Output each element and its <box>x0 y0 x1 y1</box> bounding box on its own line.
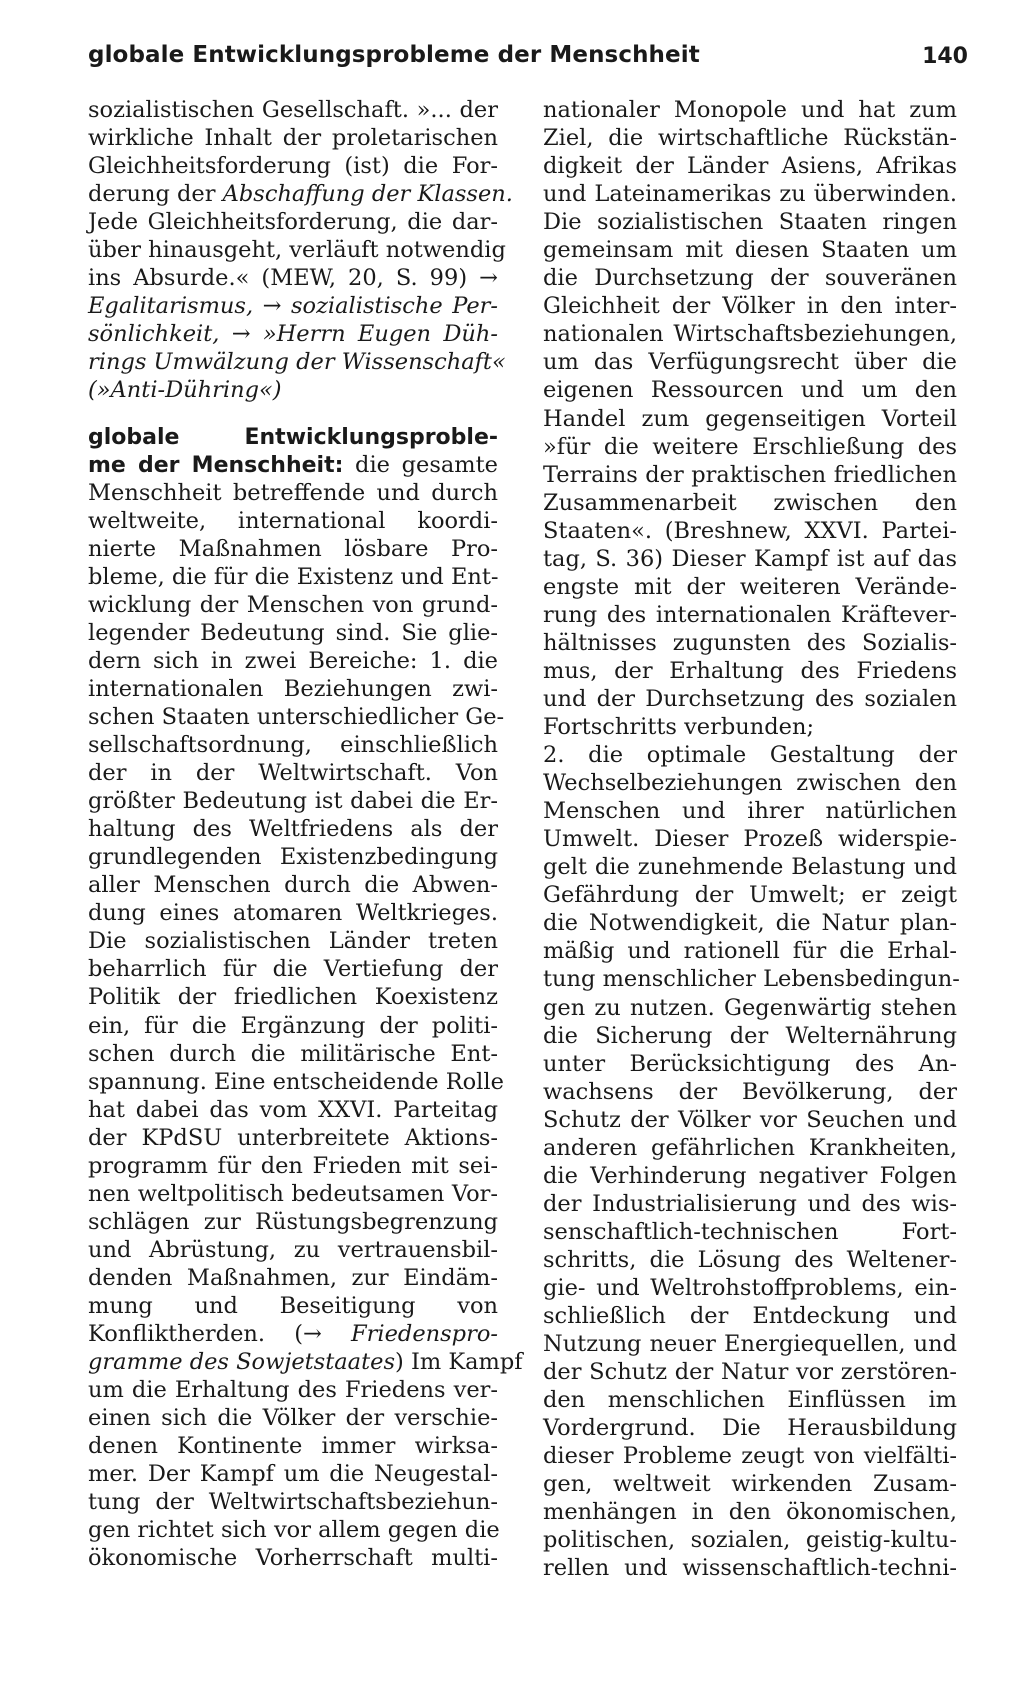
text-line: Umwelt. Dieser Prozeß widerspie- <box>543 826 957 853</box>
text-line: tung menschlicher Lebensbedingun- <box>543 966 960 993</box>
text-line: programm für den Frieden mit sei- <box>88 1152 498 1179</box>
italic-text: gramme des Sowjetstaates <box>88 1349 396 1376</box>
italic-text: rings Umwälzung der Wissenschaft« <box>88 349 506 376</box>
text-line: denen Kontinente immer wirksa- <box>88 1433 498 1460</box>
text-line: legender Bedeutung sind. Sie glie- <box>88 619 498 646</box>
text-line: Die sozialistischen Länder treten <box>88 928 498 955</box>
text-line: Gleichheit der Völker in den inter- <box>543 293 957 320</box>
italic-text: (»Anti-Dühring«) <box>88 377 282 404</box>
text-line <box>88 451 498 479</box>
text-line: Ziel, die wirtschaftliche Rückstän- <box>543 125 957 152</box>
text-line: dieser Probleme zeugt von vielfälti- <box>543 1443 957 1470</box>
italic-text: Friedenspro- <box>351 1321 498 1348</box>
text-line: gie- und Weltrohstoffproblems, ein- <box>543 1274 957 1301</box>
text-run: derung der <box>88 181 223 208</box>
text-line: schlägen zur Rüstungsbegrenzung <box>88 1208 498 1235</box>
text-run: Konfliktherden. (→ <box>88 1321 352 1348</box>
text-line: unter Berücksichtigung des An- <box>543 1050 957 1077</box>
text-line: wirkliche Inhalt der proletarischen <box>88 125 498 152</box>
text-line: engste mit der weiteren Verände- <box>543 573 957 600</box>
text-line: die Sicherung der Welternährung <box>543 1022 957 1049</box>
text-line: hat dabei das vom XXVI. Parteitag <box>88 1096 498 1123</box>
text-line: sellschaftsordnung, einschließlich <box>88 732 498 759</box>
italic-text: Abschaffung der Klassen. <box>222 181 513 208</box>
text-line: die Durchsetzung der souveränen <box>543 265 957 292</box>
italic-text: sönlichkeit, → »Herrn Eugen Düh- <box>88 321 498 348</box>
text-line: mung und Beseitigung von <box>88 1292 498 1319</box>
text-line: aller Menschen durch die Abwen- <box>88 872 498 899</box>
page-number: 140 <box>922 44 968 69</box>
text-line: nierte Maßnahmen lösbare Pro- <box>88 535 498 562</box>
text-line: eigenen Ressourcen und um den <box>543 377 957 404</box>
text-line: nationalen Wirtschaftsbeziehungen, <box>543 321 957 348</box>
text-line <box>88 1348 523 1376</box>
text-line: Zusammenarbeit zwischen den <box>543 489 957 516</box>
text-line: Gleichheitsforderung (ist) die For- <box>88 153 498 180</box>
text-line: ökonomische Vorherrschaft multi- <box>88 1545 498 1572</box>
text-line: größter Bedeutung ist dabei die Er- <box>88 788 498 815</box>
text-line: der Schutz der Natur vor zerstören- <box>543 1359 957 1386</box>
text-line: gen, weltweit wirkenden Zusam- <box>543 1471 957 1498</box>
headword: me der Menschheit: <box>88 452 344 478</box>
text-line: Staaten«. (Breshnew, XXVI. Partei- <box>543 517 957 544</box>
text-line: und Abrüstung, zu vertrauensbil- <box>88 1236 498 1263</box>
text-line: senschaftlich-technischen Fort- <box>543 1218 957 1245</box>
running-head <box>88 42 968 82</box>
text-line <box>88 180 513 208</box>
text-line: und Lateinamerikas zu überwinden. <box>543 181 957 208</box>
text-line: hältnisses zugunsten des Sozialis- <box>543 629 957 656</box>
text-line: Fortschritts verbunden; <box>543 714 815 741</box>
text-line: mäßig und rationell für die Erhal- <box>543 938 957 965</box>
text-line: Wechselbeziehungen zwischen den <box>543 770 957 797</box>
text-line: wicklung der Menschen von grund- <box>88 591 498 618</box>
text-line: den menschlichen Einflüssen im <box>543 1387 957 1414</box>
text-run: ) Im Kampf <box>395 1349 523 1376</box>
text-line: spannung. Eine entscheidende Rolle <box>88 1068 504 1095</box>
text-line <box>88 1320 498 1348</box>
text-line: schritts, die Lösung des Weltener- <box>543 1246 957 1273</box>
text-line: die Verhinderung negativer Folgen <box>543 1162 957 1189</box>
text-line <box>88 292 498 320</box>
text-line: Gefährdung der Umwelt; er zeigt <box>543 882 957 909</box>
text-line: Politik der friedlichen Koexistenz <box>88 984 498 1011</box>
text-line: Handel zum gegenseitigen Vorteil <box>543 405 957 432</box>
text-line: denden Maßnahmen, zur Eindäm- <box>88 1264 498 1291</box>
text-line: um die Erhaltung des Friedens ver- <box>88 1377 498 1404</box>
text-line: gelt die zunehmende Belastung und <box>543 854 957 881</box>
text-line: gen richtet sich vor allem gegen die <box>88 1517 500 1544</box>
text-line: Jede Gleichheitsforderung, die dar- <box>88 209 498 236</box>
text-line: sozialistischen Gesellschaft. »... der <box>88 97 498 123</box>
text-line: haltung des Weltfriedens als der <box>88 816 498 843</box>
text-line: rung des internationalen Kräftever- <box>543 601 957 628</box>
text-line: bleme, die für die Existenz und Ent- <box>88 563 499 590</box>
text-line: und der Durchsetzung des sozialen <box>543 685 957 712</box>
text-line: Menschen und ihrer natürlichen <box>543 798 957 825</box>
text-line: dern sich in zwei Bereiche: 1. die <box>88 647 498 674</box>
text-line: »für die weitere Erschließung des <box>543 433 957 460</box>
text-line <box>88 423 498 451</box>
text-line: schen Staaten unterschiedlicher Ge- <box>88 703 505 730</box>
text-line: Nutzung neuer Energiequellen, und <box>543 1331 957 1358</box>
text-line: um das Verfügungsrecht über die <box>543 349 957 376</box>
text-line: rellen und wissenschaftlich-techni- <box>543 1555 957 1582</box>
running-head-title: globale Entwicklungsprobleme der Menschheit <box>88 42 700 68</box>
text-line <box>88 320 498 348</box>
text-line: schließlich der Entdeckung und <box>543 1303 957 1330</box>
text-line: der in der Weltwirtschaft. Von <box>88 760 498 787</box>
text-run: die gesamte <box>343 451 498 478</box>
text-line: Die sozialistischen Staaten ringen <box>543 209 957 236</box>
text-line: grundlegenden Existenzbedingung <box>88 844 498 871</box>
text-line: einen sich die Völker der verschie- <box>88 1405 498 1432</box>
text-line: gemeinsam mit diesen Staaten um <box>543 237 957 264</box>
text-line: Menschheit betreffende und durch <box>88 479 498 506</box>
text-line: Schutz der Völker vor Seuchen und <box>543 1106 957 1133</box>
text-line: nationaler Monopole und hat zum <box>543 97 957 123</box>
text-line: Vordergrund. Die Herausbildung <box>543 1415 957 1442</box>
text-line: mer. Der Kampf um die Neugestal- <box>88 1461 498 1488</box>
text-line <box>88 348 506 376</box>
text-line: mus, der Erhaltung des Friedens <box>543 657 957 684</box>
text-line: der Industrialisierung und des wis- <box>543 1190 957 1217</box>
text-line: gen zu nutzen. Gegenwärtig stehen <box>543 994 957 1021</box>
text-line: die Notwendigkeit, die Natur plan- <box>543 910 957 937</box>
headword: globale Entwicklungsproble- <box>88 424 498 450</box>
text-line: über hinausgeht, verläuft notwendig <box>88 237 506 264</box>
text-line: ein, für die Ergänzung der politi- <box>88 1012 498 1039</box>
text-line: nen weltpolitisch bedeutsamen Vor- <box>88 1180 498 1207</box>
text-line: schen durch die militärische Ent- <box>88 1040 498 1067</box>
text-line: beharrlich für die Vertiefung der <box>88 956 498 983</box>
text-line: wachsens der Bevölkerung, der <box>543 1078 957 1105</box>
text-line: tung der Weltwirtschaftsbeziehun- <box>88 1489 498 1516</box>
text-column-right <box>543 96 960 1582</box>
text-line: menhängen in den ökonomischen, <box>543 1499 957 1526</box>
text-line: dung eines atomaren Weltkrieges. <box>88 900 498 927</box>
text-line <box>88 376 498 404</box>
text-line: digkeit der Länder Asiens, Afrikas <box>543 153 957 180</box>
text-column-left <box>88 96 523 1572</box>
text-line: der KPdSU unterbreitete Aktions- <box>88 1124 498 1151</box>
text-line: 2. die optimale Gestaltung der <box>543 742 957 769</box>
text-line: internationalen Beziehungen zwi- <box>88 675 498 702</box>
text-line: Terrains der praktischen friedlichen <box>543 461 957 488</box>
text-line: weltweite, international koordi- <box>88 507 498 534</box>
text-line: tag, S. 36) Dieser Kampf ist auf das <box>543 545 957 572</box>
text-line: anderen gefährlichen Krankheiten, <box>543 1134 957 1161</box>
text-line: ins Absurde.« (MEW, 20, S. 99) → <box>88 265 498 292</box>
text-line: politischen, sozialen, geistig-kultu- <box>543 1527 957 1554</box>
italic-text: Egalitarismus, → sozialistische Per- <box>88 293 498 320</box>
